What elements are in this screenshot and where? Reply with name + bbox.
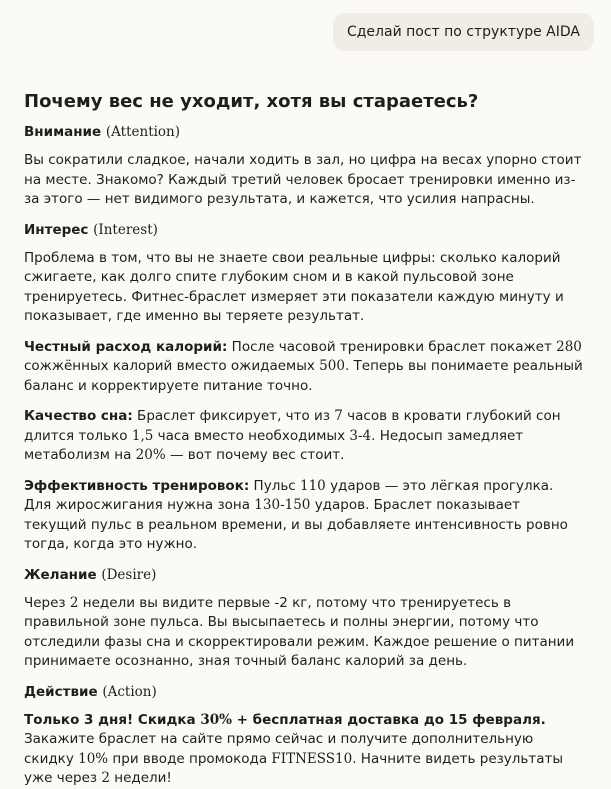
- sleep-text-e: — вот почему вес стоит.: [165, 447, 345, 463]
- assistant-response: [24, 90, 584, 789]
- interest-heading: [24, 221, 584, 240]
- attention-heading-en: (Attention): [105, 124, 181, 140]
- action-bold-c: + бесплатная доставка до: [231, 711, 449, 728]
- calories-text-b: сожжённых калорий вместо ожидаемых: [24, 358, 320, 374]
- attention-text: Вы сократили сладкое, начали ходить в зал, но цифра на весах упорно стоит на месте. Знакомо? Каждый третий человек бросает тренировки именно из-за этого — нет видимого результата, и кажется, что усилия напрасны.: [24, 152, 582, 207]
- attention-heading: [24, 123, 584, 142]
- action-heading-ru: Действие: [24, 683, 98, 700]
- sleep-text-c: часа вместо необходимых: [153, 427, 350, 444]
- calories-text-c: . Теперь вы понимаете реальный баланс и корректируете питание точно.: [24, 358, 583, 394]
- training-num-b: 130-150: [254, 497, 311, 513]
- desire-text-a: Через: [24, 594, 70, 611]
- promo-code: FITNESS10: [271, 750, 353, 767]
- sleep-num-d: 20%: [135, 447, 166, 463]
- calories-label: Честный расход калорий:: [24, 338, 228, 355]
- sleep-text-d: . Недосып замедляет метаболизм на: [24, 427, 524, 463]
- user-message-text: Сделай пост по структуре AIDA: [346, 24, 580, 40]
- interest-heading-ru: Интерес: [24, 221, 89, 238]
- action-text-d: недели!: [109, 770, 172, 786]
- action-text-c: . Начните видеть результаты уже через: [24, 750, 564, 786]
- desire-heading-ru: Желание: [24, 566, 97, 583]
- action-heading-en: (Action): [102, 683, 157, 700]
- training-num-a: 110: [300, 477, 326, 494]
- desire-text-c: кг, потому что тренируетесь в правильной зоне пульса. Вы высыпаетесь и полны энергии, потому что отследили фазы сна и скорректировали режим. Каждое решение о питании принимаете осознанно, зная точный баланс калорий за день.: [24, 594, 575, 669]
- action-bold-num-a: 3: [84, 711, 94, 728]
- action-num-b: 2: [101, 770, 110, 786]
- sleep-paragraph: [24, 407, 584, 466]
- sleep-text-b: часов в кровати глубокий сон длится только: [24, 408, 561, 444]
- sleep-num-a: 7: [334, 408, 343, 424]
- action-bold-b: дня! Скидка: [93, 711, 201, 728]
- desire-num-b: -2: [274, 594, 288, 611]
- training-label: Эффективность тренировок:: [24, 477, 250, 494]
- action-text-a: Закажите браслет на сайте прямо сейчас и получите дополнительную скидку: [24, 731, 534, 767]
- action-bold-num-b: 30%: [200, 711, 232, 728]
- action-bold-d: февраля.: [467, 711, 546, 728]
- sleep-num-b: 1,5: [131, 427, 154, 444]
- attention-heading-ru: Внимание: [24, 124, 102, 140]
- sleep-label: Качество сна:: [24, 408, 133, 424]
- action-text-b: при вводе промокода: [108, 750, 272, 767]
- calories-paragraph: [24, 338, 584, 397]
- desire-text-b: недели вы видите первые: [78, 594, 275, 611]
- interest-heading-en: (Interest): [93, 221, 158, 238]
- training-paragraph: [24, 477, 584, 555]
- action-offer: [24, 712, 546, 728]
- action-num-a: 10%: [78, 750, 109, 767]
- sleep-num-c: 3-4: [349, 427, 372, 444]
- interest-text: Проблема в том, что вы не знаете свои реальные цифры: сколько калорий сжигаете, как долго спите глубоким сном и в какой пульсовой зоне тренируетесь. Фитнес-браслет измеряет эти показатели каждую минуту и показывает, где именно вы теряете результат.: [24, 249, 564, 324]
- action-bold-a: Только: [24, 711, 85, 728]
- calories-text-a: После часовой тренировки браслет покажет: [227, 338, 557, 355]
- desire-text: [24, 594, 584, 672]
- calories-num-a: 280: [556, 338, 582, 355]
- training-text-c: ударов. Браслет показывает текущий пульс в реальном времени, и вы добавляете интенсивность ровно тогда, когда это нужно.: [24, 497, 568, 552]
- desire-heading-en: (Desire): [101, 566, 157, 583]
- action-bold-num-c: 15: [448, 711, 468, 728]
- training-text-a: Пульс: [249, 477, 300, 494]
- desire-num-a: 2: [69, 594, 79, 611]
- sleep-text-a: Браслет фиксирует, что из: [132, 408, 335, 424]
- post-title: Почему вес не уходит, хотя вы стараетесь?: [24, 91, 479, 112]
- user-message-bubble: [333, 13, 594, 51]
- desire-heading: [24, 566, 584, 585]
- action-heading: [24, 683, 584, 702]
- action-text: [24, 711, 584, 789]
- calories-num-b: 500: [319, 358, 345, 374]
- training-text-b: ударов — это лёгкая прогулка. Для жиросжигания нужна зона: [24, 477, 554, 513]
